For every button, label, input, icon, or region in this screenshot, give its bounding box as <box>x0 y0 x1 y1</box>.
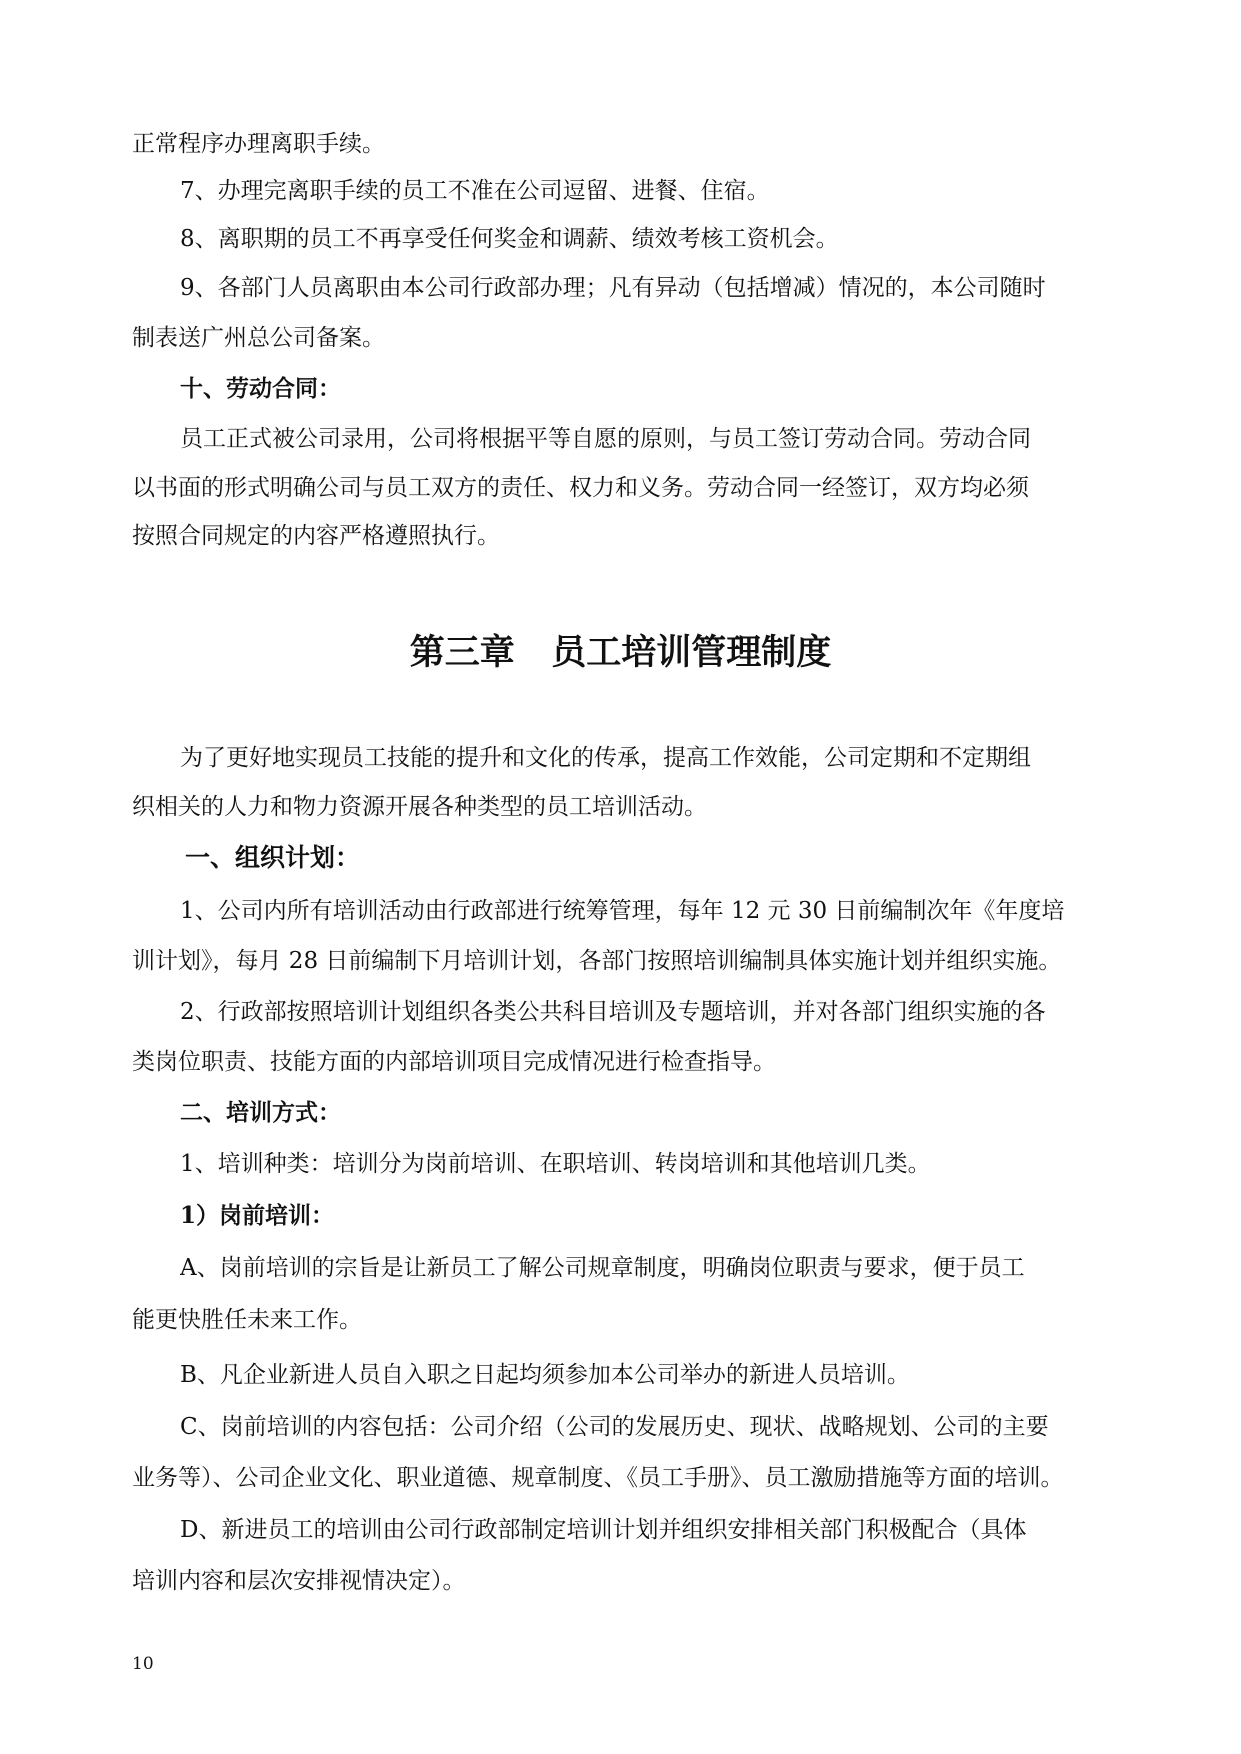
paragraph-line: 业务等）、公司企业文化、职业道德、规章制度、《员工手册》、员工激励措施等方面的培训。 <box>132 1465 1064 1491</box>
paragraph-line: B、凡企业新进人员自入职之日起均须参加本公司举办的新进人员培训。 <box>180 1362 910 1388</box>
paragraph-line: D、新进员工的培训由公司行政部制定培训计划并组织安排相关部门积极配合（具体 <box>180 1517 1027 1543</box>
paragraph-line: 制表送广州总公司备案。 <box>132 325 385 351</box>
paragraph-line: 1、培训种类：培训分为岗前培训、在职培训、转岗培训和其他培训几类。 <box>180 1151 931 1177</box>
section-heading: 二、培训方式： <box>180 1099 341 1126</box>
paragraph-line: 2、行政部按照培训计划组织各类公共科目培训及专题培训，并对各部门组织实施的各 <box>180 999 1046 1025</box>
paragraph-line: 按照合同规定的内容严格遵照执行。 <box>132 523 500 549</box>
paragraph-line: 正常程序办理离职手续。 <box>132 131 385 157</box>
paragraph-line: 以书面的形式明确公司与员工双方的责任、权力和义务。劳动合同一经签订，双方均必须 <box>132 475 1029 501</box>
page-number: 10 <box>132 1654 154 1674</box>
subsection-heading: 1）岗前培训： <box>180 1202 335 1229</box>
section-heading: 十、劳动合同： <box>180 375 341 402</box>
paragraph-line: 能更快胜任未来工作。 <box>132 1307 362 1333</box>
chapter-title: 第三章 员工培训管理制度 <box>409 632 832 673</box>
paragraph-line: 1、公司内所有培训活动由行政部进行统筹管理，每年 12 元 30 日前编制次年《年度培 <box>180 898 1065 924</box>
paragraph-line: 类岗位职责、技能方面的内部培训项目完成情况进行检查指导。 <box>132 1049 776 1075</box>
paragraph-line: 训计划》，每月 28 日前编制下月培训计划，各部门按照培训编制具体实施计划并组织实施。 <box>132 948 1062 974</box>
paragraph-line: 织相关的人力和物力资源开展各种类型的员工培训活动。 <box>132 794 707 820</box>
paragraph-line: 8、离职期的员工不再享受任何奖金和调薪、绩效考核工资机会。 <box>180 226 839 252</box>
paragraph-line: C、岗前培训的内容包括：公司介绍（公司的发展历史、现状、战略规划、公司的主要 <box>180 1414 1049 1440</box>
paragraph-line: 为了更好地实现员工技能的提升和文化的传承，提高工作效能，公司定期和不定期组 <box>180 745 1031 771</box>
paragraph-line: 员工正式被公司录用，公司将根据平等自愿的原则，与员工签订劳动合同。劳动合同 <box>180 426 1031 452</box>
paragraph-line: 培训内容和层次安排视情决定）。 <box>132 1568 466 1594</box>
section-heading: 一、组织计划： <box>185 843 361 872</box>
paragraph-line: 9、各部门人员离职由本公司行政部办理；凡有异动（包括增减）情况的，本公司随时 <box>180 275 1046 301</box>
paragraph-line: A、岗前培训的宗旨是让新员工了解公司规章制度，明确岗位职责与要求，便于员工 <box>180 1255 1025 1281</box>
paragraph-line: 7、办理完离职手续的员工不准在公司逗留、进餐、住宿。 <box>180 178 770 204</box>
